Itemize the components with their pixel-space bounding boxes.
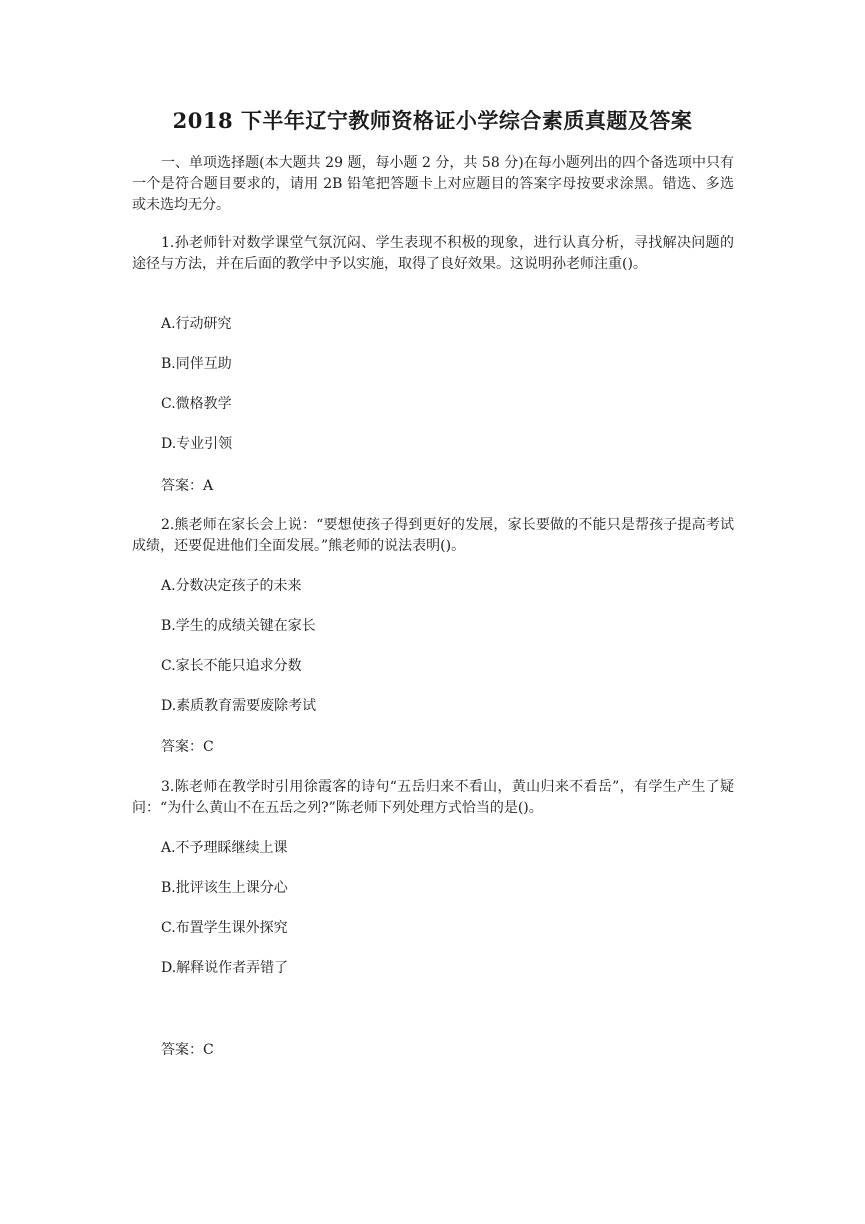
- question-3-option-d: D.解释说作者弄错了: [161, 960, 289, 976]
- question-3-option-c: C.布置学生课外探究: [161, 920, 288, 936]
- question-2-option-a: A.分数决定孩子的未来: [161, 578, 302, 594]
- question-3-option-b: B.批评该生上课分心: [161, 880, 288, 896]
- question-3-answer: 答案：C: [161, 1042, 214, 1058]
- question-2-answer: 答案：C: [161, 739, 214, 755]
- question-1-option-c: C.微格教学: [161, 396, 232, 412]
- question-3-stem: 3.陈老师在教学时引用徐霞客的诗句“五岳归来不看山，黄山归来不看岳”，有学生产生了疑问：“为什么黄山不在五岳之列?”陈老师下列处理方式恰当的是()。: [132, 779, 734, 816]
- question-1-option-b: B.同伴互助: [161, 356, 232, 372]
- question-1-option-d: D.专业引领: [161, 436, 233, 452]
- question-2-option-b: B.学生的成绩关键在家长: [161, 618, 316, 634]
- question-2-option-c: C.家长不能只追求分数: [161, 658, 302, 674]
- document-title: 2018 下半年辽宁教师资格证小学综合素质真题及答案: [172, 108, 693, 133]
- question-2-option-d: D.素质教育需要废除考试: [161, 698, 317, 714]
- question-1-option-a: A.行动研究: [161, 316, 232, 332]
- question-1-stem: 1.孙老师针对数学课堂气氛沉闷、学生表现不积极的现象，进行认真分析，寻找解决问题的途径与方法，并在后面的教学中予以实施，取得了良好效果。这说明孙老师注重()。: [132, 235, 734, 272]
- question-3-option-a: A.不予理睬继续上课: [161, 840, 288, 856]
- question-1-answer: 答案：A: [161, 478, 214, 494]
- instructions-paragraph: 一、单项选择题(本大题共 29 题，每小题 2 分，共 58 分)在每小题列出的四个备选项中只有一个是符合题目要求的，请用 2B 铅笔把答题卡上对应题目的答案字母按要求涂黑。错选、多选或未选均无分。: [132, 155, 734, 213]
- question-2-stem: 2.熊老师在家长会上说：“要想使孩子得到更好的发展，家长要做的不能只是帮孩子提高考试成绩，还要促进他们全面发展。”熊老师的说法表明()。: [132, 517, 734, 554]
